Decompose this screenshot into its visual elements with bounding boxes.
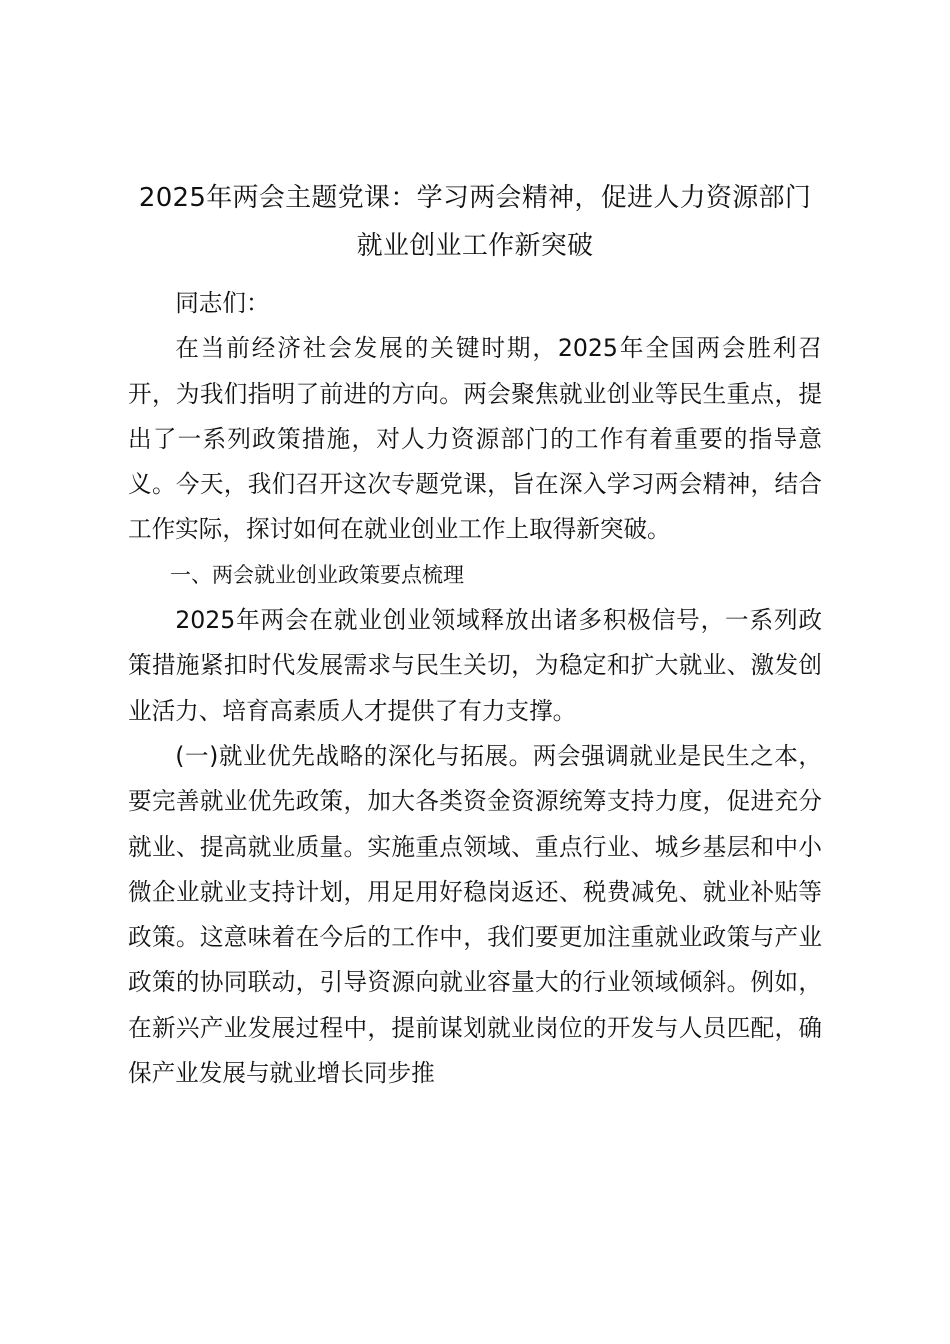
section-heading: 一、两会就业创业政策要点梳理 — [170, 562, 464, 587]
document-body — [128, 281, 822, 1096]
intro-paragraph: 在当前经济社会发展的关键时期，2025年全国两会胜利召开，为我们指明了前进的方向。两会聚焦就业创业等民生重点，提出了一系列政策措施，对人力资源部门的工作有着重要的指导意义。今天，我们召开这次专题党课，旨在深入学习两会精神，结合工作实际，探讨如何在就业创业工作上取得新突破。 — [128, 334, 822, 544]
subsection-paragraph: (一)就业优先战略的深化与拓展。两会强调就业是民生之本，要完善就业优先政策，加大各类资金资源统筹支持力度，促进充分就业、提高就业质量。实施重点领域、重点行业、城乡基层和中小微企业就业支持计划，用足用好稳岗返还、税费减免、就业补贴等政策。这意味着在今后的工作中，我们要更加注重就业政策与产业政策的协同联动，引导资源向就业容量大的行业领域倾斜。例如，在新兴产业发展过程中，提前谋划就业岗位的开发与人员匹配，确保产业发展与就业增长同步推 — [128, 741, 822, 1088]
document-title: 2025年两会主题党课：学习两会精神，促进人力资源部门就业创业工作新突破 — [138, 183, 812, 261]
section-intro-paragraph: 2025年两会在就业创业领域释放出诸多积极信号，一系列政策措施紧扣时代发展需求与民生关切，为稳定和扩大就业、激发创业活力、培育高素质人才提供了有力支撑。 — [128, 606, 822, 725]
salutation: 同志们： — [175, 289, 270, 317]
